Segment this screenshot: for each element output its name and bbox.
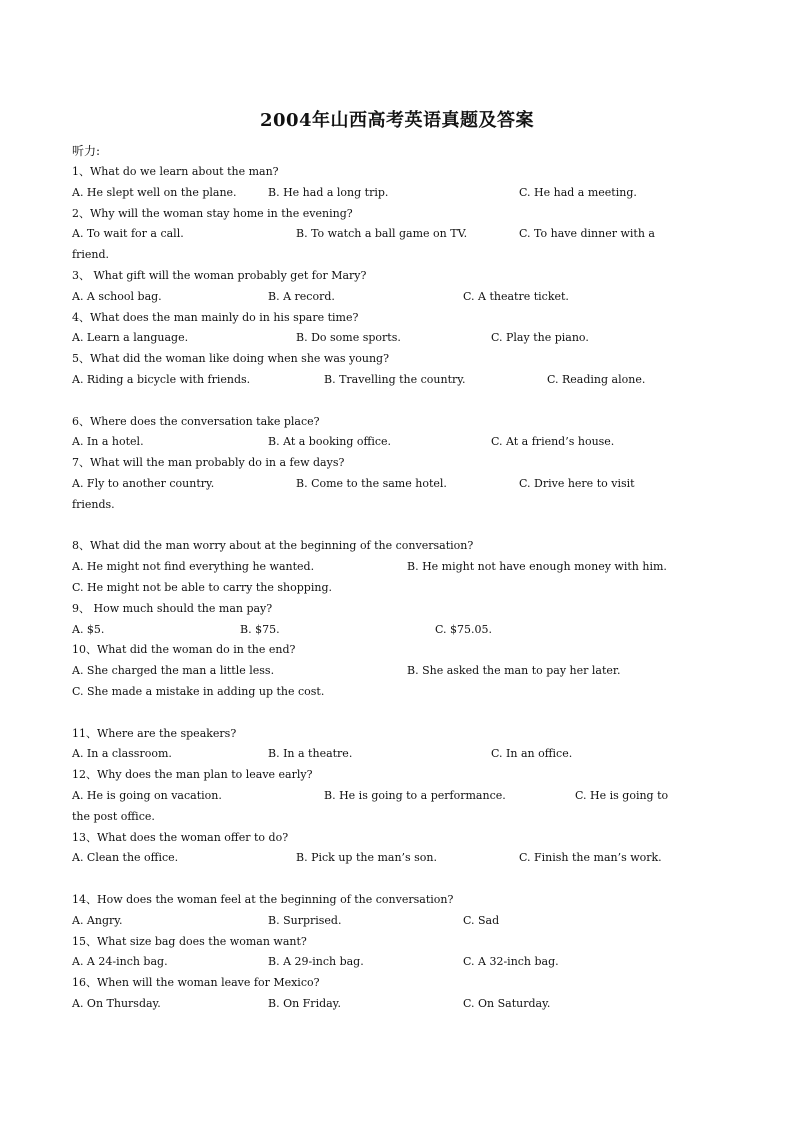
option-c: C. She made a mistake in adding up the cost.: [72, 685, 325, 698]
options-3: [72, 290, 724, 306]
option-c: C. A 32-inch bag.: [463, 955, 559, 968]
option-b: B. A record.: [268, 290, 335, 303]
option-b: B. She asked the man to pay her later.: [407, 664, 621, 677]
option-b: B. On Friday.: [268, 997, 341, 1010]
option-continuation: friend.: [72, 248, 109, 261]
option-a: A. In a hotel.: [72, 435, 144, 448]
option-c: C. He had a meeting.: [519, 186, 637, 199]
option-b: B. Travelling the country.: [324, 373, 466, 386]
option-continuation: the post office.: [72, 810, 155, 823]
options-1: [72, 186, 724, 202]
option-a: A. Angry.: [72, 914, 123, 927]
question-15: 15、What size bag does the woman want?: [72, 935, 307, 948]
option-c: C. On Saturday.: [463, 997, 551, 1010]
option-c: C. He is going to: [575, 789, 669, 802]
question-8: 8、What did the man worry about at the beginning of the conversation?: [72, 539, 474, 552]
options-16: [72, 997, 724, 1013]
question-14: 14、How does the woman feel at the beginning of the conversation?: [72, 893, 454, 906]
question-16: 16、When will the woman leave for Mexico?: [72, 976, 320, 989]
option-b: B. He had a long trip.: [268, 186, 389, 199]
options-12: [72, 789, 724, 805]
option-c: C. A theatre ticket.: [463, 290, 569, 303]
options-6: [72, 435, 724, 451]
option-a: A. On Thursday.: [72, 997, 161, 1010]
option-a: A. $5.: [72, 623, 105, 636]
option-a: A. Learn a language.: [72, 331, 189, 344]
option-c: C. At a friend’s house.: [491, 435, 615, 448]
options-2: [72, 227, 724, 243]
option-c: C. In an office.: [491, 747, 573, 760]
option-a: A. He might not find everything he wanted.: [72, 560, 315, 573]
option-c: C. Sad: [463, 914, 500, 927]
question-9: 9、 How much should the man pay?: [72, 602, 273, 615]
option-b: B. A 29-inch bag.: [268, 955, 364, 968]
option-a: A. He slept well on the plane.: [72, 186, 237, 199]
option-c: C. $75.05.: [435, 623, 493, 636]
option-a: A. Fly to another country.: [72, 477, 215, 490]
question-1: 1、What do we learn about the man?: [72, 165, 279, 178]
option-c: C. Drive here to visit: [519, 477, 635, 490]
options-8: [72, 560, 724, 576]
option-a: A. Clean the office.: [72, 851, 179, 864]
question-13: 13、What does the woman offer to do?: [72, 831, 289, 844]
option-b: B. $75.: [240, 623, 280, 636]
option-b: B. Surprised.: [268, 914, 342, 927]
option-a: A. He is going on vacation.: [72, 789, 222, 802]
option-c: C. Reading alone.: [547, 373, 646, 386]
option-b: B. Pick up the man’s son.: [296, 851, 438, 864]
option-c: C. Play the piano.: [491, 331, 589, 344]
question-2: 2、Why will the woman stay home in the evening?: [72, 207, 353, 220]
option-c: C. To have dinner with a: [519, 227, 655, 240]
question-6: 6、Where does the conversation take place?: [72, 415, 320, 428]
question-10: 10、What did the woman do in the end?: [72, 643, 296, 656]
question-5: 5、What did the woman like doing when she was young?: [72, 352, 389, 365]
question-12: 12、Why does the man plan to leave early?: [72, 768, 313, 781]
options-7: [72, 477, 724, 493]
options-4: [72, 331, 724, 347]
option-continuation: friends.: [72, 498, 115, 511]
options-5: [72, 373, 724, 389]
option-b: B. Do some sports.: [296, 331, 401, 344]
options-10: [72, 664, 724, 680]
option-a: A. Riding a bicycle with friends.: [72, 373, 251, 386]
option-b: B. Come to the same hotel.: [296, 477, 447, 490]
option-b: B. To watch a ball game on TV.: [296, 227, 468, 240]
options-9: [72, 623, 724, 639]
option-b: B. At a booking office.: [268, 435, 392, 448]
option-a: A. A 24-inch bag.: [72, 955, 168, 968]
option-b: B. In a theatre.: [268, 747, 353, 760]
option-c: C. Finish the man’s work.: [519, 851, 662, 864]
section-heading-listening: 听力:: [72, 144, 101, 158]
option-a: A. She charged the man a little less.: [72, 664, 275, 677]
question-4: 4、What does the man mainly do in his spare time?: [72, 311, 359, 324]
question-11: 11、Where are the speakers?: [72, 727, 237, 740]
options-11: [72, 747, 724, 763]
options-15: [72, 955, 724, 971]
question-3: 3、 What gift will the woman probably get for Mary?: [72, 269, 367, 282]
option-c: C. He might not be able to carry the shopping.: [72, 581, 332, 594]
options-14: [72, 914, 724, 930]
option-a: A. To wait for a call.: [72, 227, 184, 240]
option-a: A. In a classroom.: [72, 747, 172, 760]
option-b: B. He might not have enough money with him.: [407, 560, 667, 573]
option-b: B. He is going to a performance.: [324, 789, 506, 802]
options-13: [72, 851, 724, 867]
option-a: A. A school bag.: [72, 290, 162, 303]
question-7: 7、What will the man probably do in a few days?: [72, 456, 345, 469]
document-title: 2004年山西高考英语真题及答案: [259, 110, 535, 131]
